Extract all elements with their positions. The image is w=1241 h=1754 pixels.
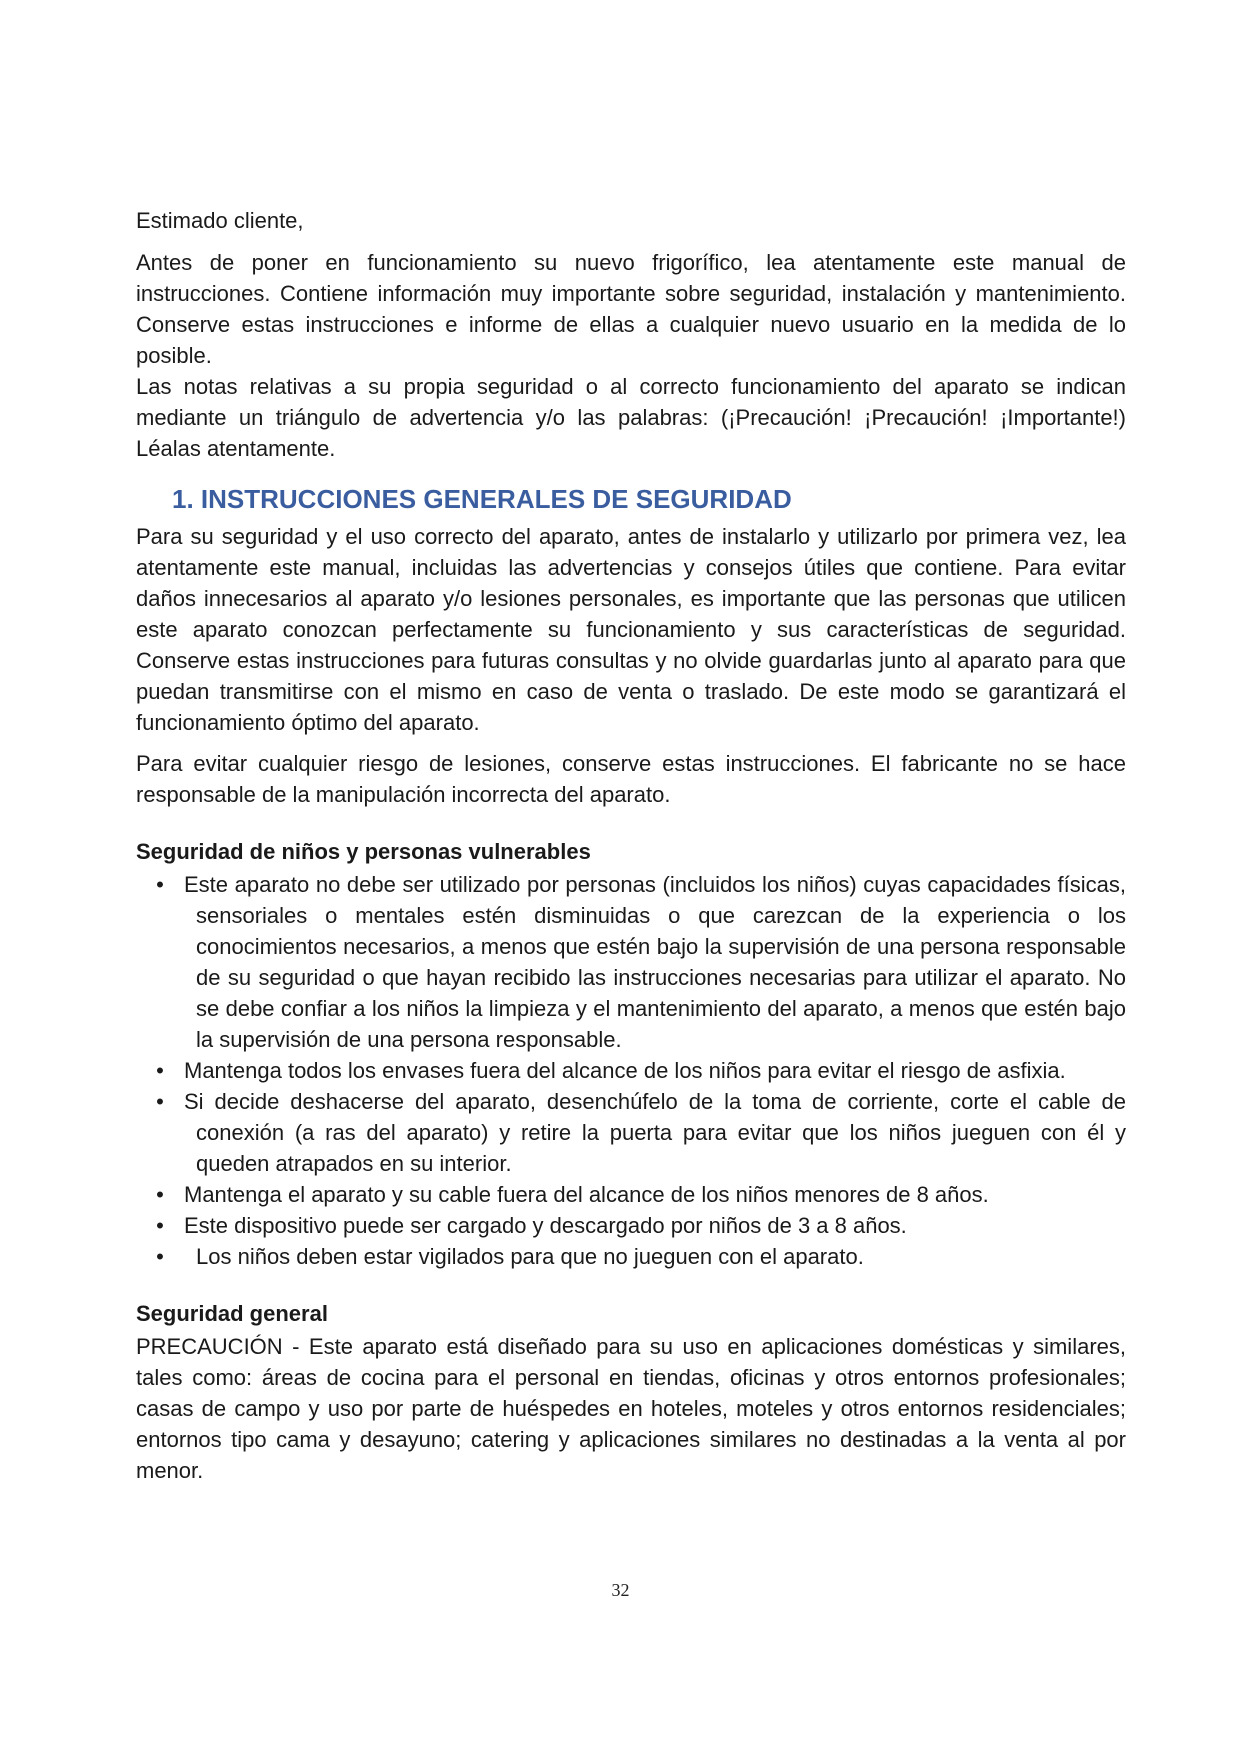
bullet-icon: • [156,1244,164,1269]
list-item-text: Mantenga el aparato y su cable fuera del alcance de los niños menores de 8 años. [184,1182,989,1207]
greeting: Estimado cliente, [136,208,304,233]
children-safety-list [136,869,1126,1272]
section1-paragraph-2: Para evitar cualquier riesgo de lesiones, conserve estas instrucciones. El fabricante no se hace responsable de la manipulación incorrecta del aparato. [136,751,1126,807]
general-safety-heading: Seguridad general [136,1301,328,1326]
list-item [156,869,1126,1055]
list-item [156,1179,1126,1210]
intro-section [136,247,1126,464]
list-item [156,1086,1126,1179]
list-item-text: Este aparato no debe ser utilizado por personas (incluidos los niños) cuyas capacidades físicas, sensoriales o mentales estén disminuidas o que carezcan de la experiencia o los conocimientos necesarios, a menos que estén bajo la supervisión de una persona responsable de su seguridad o que hayan recibido las instrucciones necesarias para utilizar el aparato. No se debe confiar a los niños la limpieza y el mantenimiento del aparato, a menos que estén bajo la supervisión de una persona responsable. [184,872,1126,1052]
children-safety-heading: Seguridad de niños y personas vulnerables [136,839,591,864]
bullet-icon: • [156,1058,164,1083]
bullet-icon: • [156,872,164,897]
section-heading: 1. INSTRUCCIONES GENERALES DE SEGURIDAD [172,484,792,514]
list-item [156,1055,1126,1086]
bullet-icon: • [156,1182,164,1207]
page-number: 32 [611,1580,630,1600]
list-item [156,1210,1126,1241]
list-item [156,1241,1126,1272]
section1-paragraph-1: Para su seguridad y el uso correcto del aparato, antes de instalarlo y utilizarlo por primera vez, lea atentamente este manual, incluidas las advertencias y consejos útiles que contiene. Para evitar daños innecesarios al aparato y/o lesiones personales, es importante que las personas que utilicen este aparato conozcan perfectamente su funcionamiento y sus características de seguridad. Conserve estas instrucciones para futuras consultas y no olvide guardarlas junto al aparato para que puedan transmitirse con el mismo en caso de venta o traslado. De este modo se garantizará el funcionamiento óptimo del aparato. [136,524,1126,735]
bullet-icon: • [156,1089,164,1114]
general-safety-paragraph: PRECAUCIÓN - Este aparato está diseñado para su uso en aplicaciones domésticas y similares, tales como: áreas de cocina para el personal en tiendas, oficinas y otros entornos profesionales; casas de campo y uso por parte de huéspedes en hoteles, moteles y otros entornos residenciales; entornos tipo cama y desayuno; catering y aplicaciones similares no destinadas a la venta al por menor. [136,1334,1126,1483]
intro-paragraph-2: Las notas relativas a su propia seguridad o al correcto funcionamiento del aparato se indican mediante un triángulo de advertencia y/o las palabras: (¡Precaución! ¡Precaución! ¡Importante!) Léalas atentamente. [136,374,1126,461]
bullet-icon: • [156,1213,164,1238]
intro-paragraph-1: Antes de poner en funcionamiento su nuevo frigorífico, lea atentamente este manual de instrucciones. Contiene información muy importante sobre seguridad, instalación y mantenimiento. Conserve estas instrucciones e informe de ellas a cualquier nuevo usuario en la medida de lo posible. [136,250,1126,368]
list-item-text: Este dispositivo puede ser cargado y descargado por niños de 3 a 8 años. [184,1213,907,1238]
list-item-text: Los niños deben estar vigilados para que no jueguen con el aparato. [196,1244,864,1269]
list-item-text: Si decide deshacerse del aparato, desenchúfelo de la toma de corriente, corte el cable de conexión (a ras del aparato) y retire la puerta para evitar que los niños jueguen con él y queden atrapados en su interior. [184,1089,1126,1176]
document-page [136,205,1126,1486]
list-item-text: Mantenga todos los envases fuera del alcance de los niños para evitar el riesgo de asfixia. [184,1058,1066,1083]
